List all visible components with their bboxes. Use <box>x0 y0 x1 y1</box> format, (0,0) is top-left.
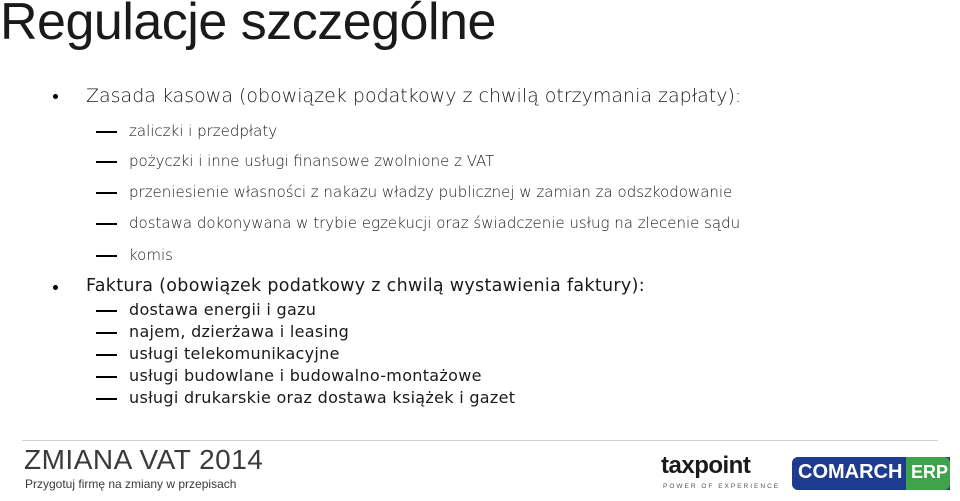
list-item: zaliczki i przedpłaty <box>129 121 277 140</box>
footer-title: ZMIANA VAT 2014 <box>24 444 264 475</box>
list-item: pożyczki i inne usługi finansowe zwolnione z VAT <box>129 151 494 170</box>
footer-subtitle: Przygotuj firmę na zmiany w przepisach <box>25 477 237 491</box>
dash-marker <box>96 192 117 194</box>
section-heading: Faktura (obowiązek podatkowy z chwilą wystawienia faktury): <box>86 276 645 296</box>
taxpoint-tagline: POWER OF EXPERIENCE <box>663 483 781 490</box>
comarch-erp-logo <box>792 457 950 490</box>
list-item: przeniesienie własności z nakazu władzy publicznej w zamian za odszkodowanie <box>129 182 732 201</box>
list-item: usługi telekomunikacyjne <box>129 344 340 363</box>
list-item: najem, dzierżawa i leasing <box>129 322 349 341</box>
erp-wordmark: ERP <box>911 462 949 482</box>
bullet-section-2 <box>86 276 645 296</box>
dash-marker <box>96 131 117 133</box>
list-item: usługi drukarskie oraz dostawa książek i gazet <box>129 388 515 407</box>
taxpoint-logo <box>661 452 781 496</box>
erp-badge <box>906 457 950 490</box>
dash-marker <box>96 255 117 257</box>
footer-divider <box>22 440 938 441</box>
dash-marker <box>96 376 117 378</box>
bullet-section-1 <box>86 85 741 107</box>
list-item: dostawa energii i gazu <box>129 300 316 319</box>
comarch-wordmark: COMARCH <box>798 461 903 483</box>
bullet-dot <box>53 94 58 99</box>
slide-title: Regulacje szczególne <box>0 0 496 51</box>
dash-marker <box>96 223 117 225</box>
taxpoint-wordmark: taxpoint <box>661 452 751 479</box>
list-item: usługi budowlane i budowalno-montażowe <box>129 366 482 385</box>
list-item: dostawa dokonywana w trybie egzekucji oraz świadczenie usług na zlecenie sądu <box>129 213 740 232</box>
section-heading: Zasada kasowa (obowiązek podatkowy z chwilą otrzymania zapłaty): <box>86 85 742 107</box>
bullet-dot <box>53 285 58 290</box>
dash-marker <box>96 332 117 334</box>
dash-marker <box>96 161 117 163</box>
list-item: komis <box>129 245 173 264</box>
dash-marker <box>96 398 117 400</box>
dash-marker <box>96 354 117 356</box>
dash-marker <box>96 310 117 312</box>
